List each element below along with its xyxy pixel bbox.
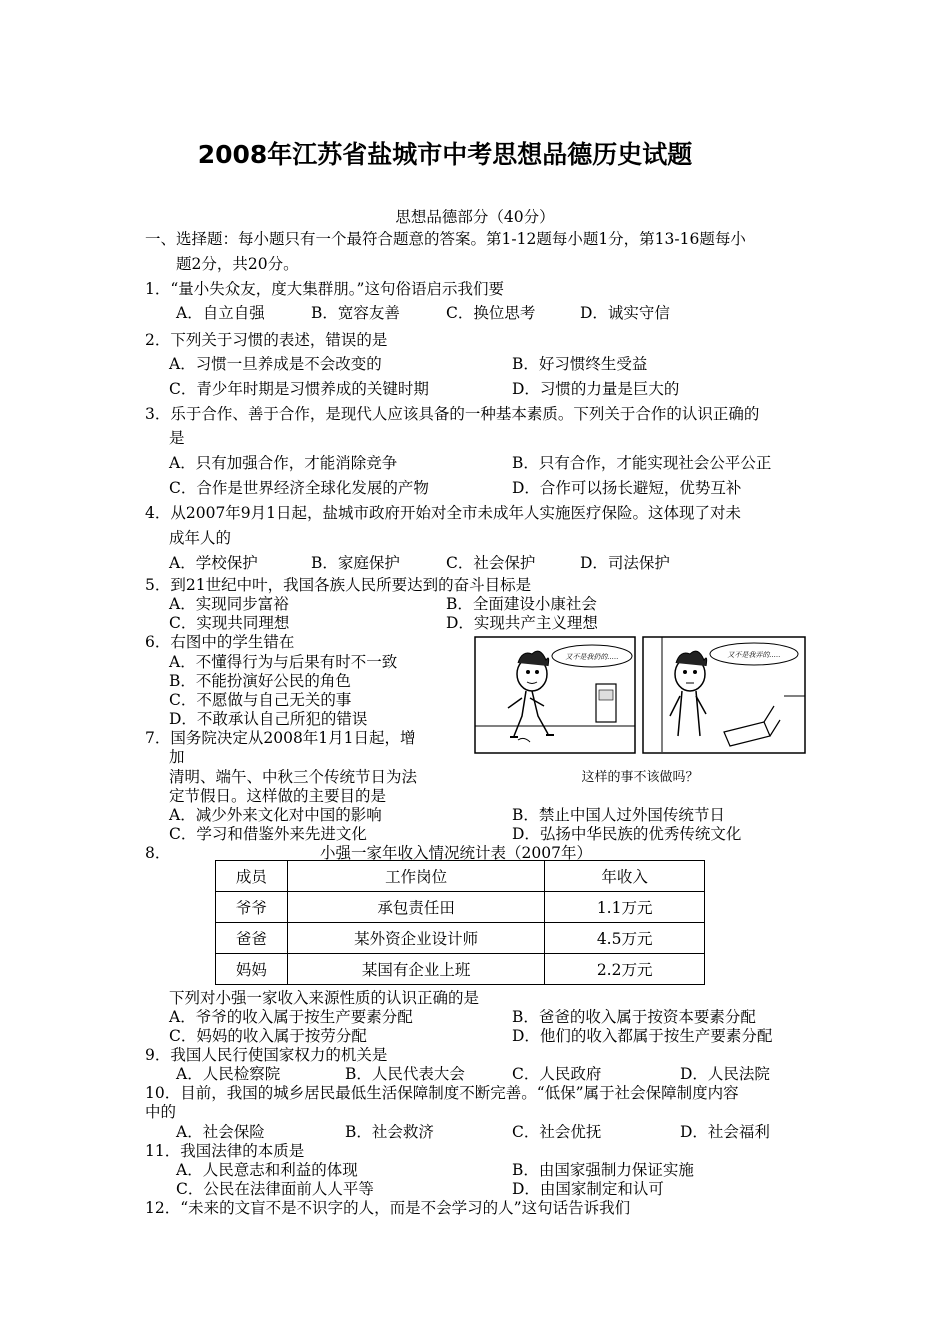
q7-option-c: C．学习和借鉴外来先进文化 [169, 825, 367, 843]
q9-option-c: C．人民政府 [512, 1065, 602, 1083]
table-header-row [216, 861, 705, 892]
q1-option-b: B．宽容友善 [311, 304, 400, 322]
q1-stem: 1．“量小失众友，度大集群朋。”这句俗语启示我们要 [145, 280, 504, 298]
q6-option-b: B．不能扮演好公民的角色 [169, 672, 351, 690]
q2-option-c: C．青少年时期是习惯养成的关键时期 [169, 380, 429, 398]
q3-option-c: C．合作是世界经济全球化发展的产物 [169, 479, 429, 497]
q2-stem: 2．下列关于习惯的表述，错误的是 [145, 331, 388, 349]
q10-option-b: B．社会救济 [345, 1123, 434, 1141]
q5-stem: 5．到21世纪中叶，我国各族人民所要达到的奋斗目标是 [145, 576, 532, 594]
q11-option-b: B．由国家强制力保证实施 [512, 1161, 694, 1179]
q8-stem: 下列对小强一家收入来源性质的认识正确的是 [169, 989, 480, 1007]
q5-option-d: D．实现共产主义理想 [446, 614, 598, 632]
q5-option-c: C．实现共同理想 [169, 614, 290, 632]
q4-option-d: D．司法保护 [580, 554, 670, 572]
q1-option-d: D．诚实守信 [580, 304, 670, 322]
q5-option-a: A．实现同步富裕 [169, 595, 289, 613]
table-row [216, 954, 705, 985]
q2-option-d: D．习惯的力量是巨大的 [512, 380, 680, 398]
q10-option-c: C．社会优抚 [512, 1123, 602, 1141]
q6-option-a: A．不懂得行为与后果有时不一致 [169, 653, 398, 671]
q10-option-a: A．社会保险 [176, 1123, 265, 1141]
q8-option-c: C．妈妈的收入属于按劳分配 [169, 1027, 367, 1045]
table-row [216, 892, 705, 923]
header-member: 成员 [216, 861, 288, 892]
q9-stem: 9．我国人民行使国家权力的机关是 [145, 1046, 388, 1064]
header-job: 工作岗位 [287, 861, 544, 892]
q6-stem: 6．右图中的学生错在 [145, 633, 295, 651]
q6-option-d: D．不敢承认自己所犯的错误 [169, 710, 368, 728]
cell-job: 承包责任田 [287, 892, 544, 923]
q2-option-a: A．习惯一旦养成是不会改变的 [169, 355, 382, 373]
q7-stem-line-1: 7．国务院决定从2008年1月1日起，增 [145, 729, 416, 747]
q7-stem-line-4: 定节假日。这样做的主要目的是 [169, 787, 387, 805]
cell-income: 2.2万元 [545, 954, 705, 985]
cell-member: 爷爷 [216, 892, 288, 923]
q10-stem-line-1: 10．目前，我国的城乡居民最低生活保障制度不断完善。“低保”属于社会保障制度内容 [145, 1084, 739, 1102]
table-row [216, 923, 705, 954]
q8-option-a: A．爷爷的收入属于按生产要素分配 [169, 1008, 413, 1026]
q11-stem: 11．我国法律的本质是 [145, 1142, 305, 1160]
q3-option-b: B．只有合作，才能实现社会公平公正 [512, 454, 772, 472]
cartoon-illustration [474, 636, 806, 756]
q6-option-c: C．不愿做与自己无关的事 [169, 691, 352, 709]
q11-option-a: A．人民意志和利益的体现 [176, 1161, 358, 1179]
q7-option-a: A．减少外来文化对中国的影响 [169, 806, 382, 824]
cell-member: 爸爸 [216, 923, 288, 954]
q4-option-a: A．学校保护 [169, 554, 258, 572]
speech-bubble-left: 又不是我扔的..... [565, 653, 619, 661]
q3-stem-line-1: 3．乐于合作、善于合作，是现代人应该具备的一种基本素质。下列关于合作的认识正确的 [145, 405, 760, 423]
q4-option-b: B．家庭保护 [311, 554, 400, 572]
cell-job: 某外资企业设计师 [287, 923, 544, 954]
q9-option-b: B．人民代表大会 [345, 1065, 465, 1083]
q12-stem: 12．“未来的文盲不是不识字的人，而是不会学习的人”这句话告诉我们 [145, 1199, 631, 1217]
q9-option-d: D．人民法院 [680, 1065, 770, 1083]
q3-option-d: D．合作可以扬长避短，优势互补 [512, 479, 742, 497]
header-income: 年收入 [545, 861, 705, 892]
income-table [215, 860, 705, 985]
cartoon-figure [474, 636, 806, 756]
cell-income: 4.5万元 [545, 923, 705, 954]
instructions-line-1: 一、选择题：每小题只有一个最符合题意的答案。第1-12题每小题1分，第13-16题每小 [145, 230, 746, 248]
q8-number: 8． [145, 844, 171, 862]
q11-option-c: C．公民在法律面前人人平等 [176, 1180, 374, 1198]
q7-stem-line-3: 清明、端午、中秋三个传统节日为法 [169, 768, 418, 786]
q3-stem-line-2: 是 [169, 429, 185, 447]
q8-option-d: D．他们的收入都属于按生产要素分配 [512, 1027, 773, 1045]
instructions-line-2: 题2分，共20分。 [176, 255, 299, 273]
cell-job: 某国有企业上班 [287, 954, 544, 985]
page-title: 2008年江苏省盐城市中考思想品德历史试题 [197, 140, 693, 169]
q1-option-a: A．自立自强 [176, 304, 265, 322]
q11-option-d: D．由国家制定和认可 [512, 1180, 664, 1198]
q1-option-c: C．换位思考 [446, 304, 536, 322]
q8-table-title: 小强一家年收入情况统计表（2007年） [320, 844, 592, 862]
q8-option-b: B．爸爸的收入属于按资本要素分配 [512, 1008, 756, 1026]
cell-member: 妈妈 [216, 954, 288, 985]
q5-option-b: B．全面建设小康社会 [446, 595, 597, 613]
speech-bubble-right: 又不是我弄的..... [727, 651, 781, 659]
cell-income: 1.1万元 [545, 892, 705, 923]
q10-option-d: D．社会福利 [680, 1123, 770, 1141]
q2-option-b: B．好习惯终生受益 [512, 355, 648, 373]
q9-option-a: A．人民检察院 [176, 1065, 281, 1083]
q4-stem-line-2: 成年人的 [169, 529, 232, 547]
q7-stem-line-2: 加 [169, 748, 185, 766]
section-heading: 思想品德部分（40分） [395, 208, 555, 226]
q4-stem-line-1: 4．从2007年9月1日起，盐城市政府开始对全市未成年人实施医疗保险。这体现了对未 [145, 504, 742, 522]
q10-stem-line-2: 中的 [145, 1103, 177, 1121]
q3-option-a: A．只有加强合作，才能消除竞争 [169, 454, 398, 472]
figure-caption: 这样的事不该做吗？ [581, 770, 699, 785]
q7-option-d: D．弘扬中华民族的优秀传统文化 [512, 825, 742, 843]
q7-option-b: B．禁止中国人过外国传统节日 [512, 806, 725, 824]
q4-option-c: C．社会保护 [446, 554, 536, 572]
